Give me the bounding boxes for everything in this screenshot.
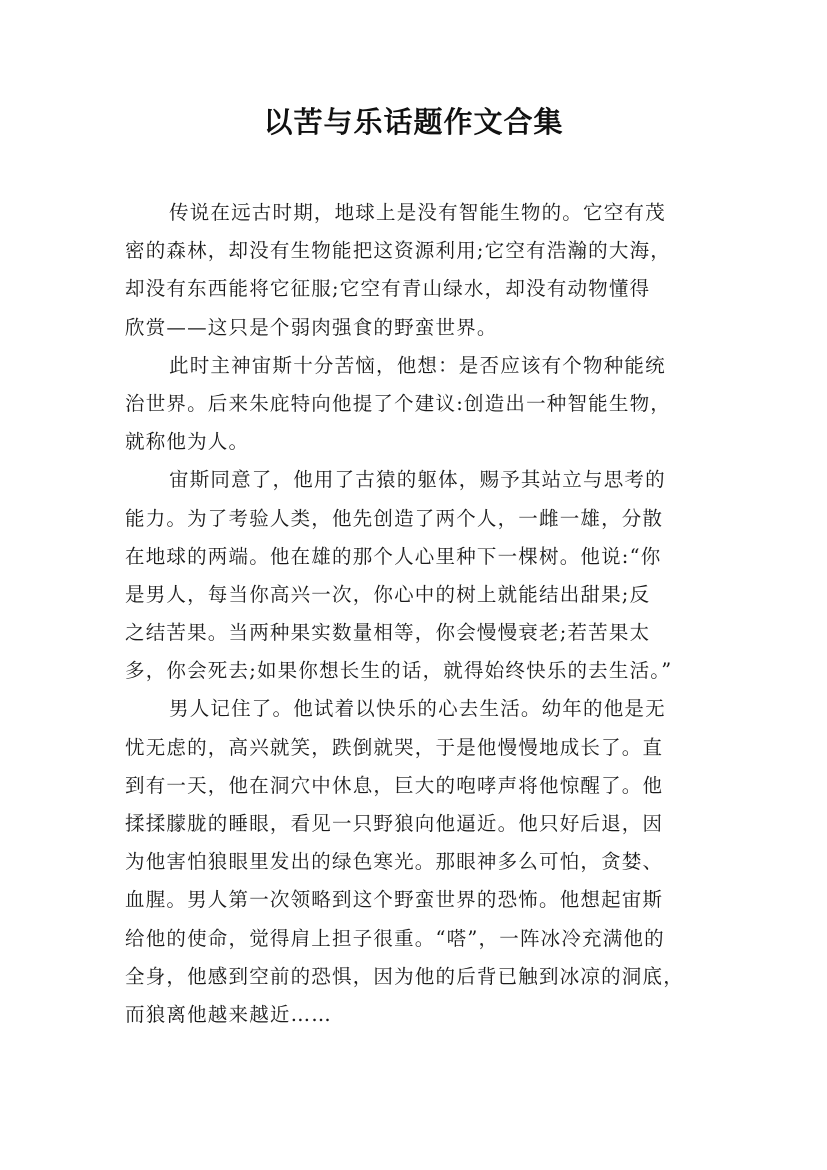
paragraph-line: 全身，他感到空前的恐惧，因为他的后背已触到冰凉的洞底，: [125, 964, 684, 988]
paragraph-line: 治世界。后来朱庇特向他提了个建议:创造出一种智能生物，: [125, 391, 671, 415]
paragraph-line: 就称他为人。: [125, 430, 250, 454]
paragraph-line: 血腥。男人第一次领略到这个野蛮世界的恐怖。他想起宙斯: [125, 888, 664, 912]
paragraph-line: 之结苦果。当两种果实数量相等，你会慢慢衰老;若苦果太: [125, 621, 651, 645]
document-title: 以苦与乐话题作文合集: [263, 105, 564, 139]
paragraph-line: 忧无虑的，高兴就笑，跌倒就哭，于是他慢慢地成长了。直: [125, 735, 664, 759]
document-body: [125, 194, 715, 1034]
paragraph-line: 却没有东西能将它征服;它空有青山绿水，却没有动物懂得: [125, 277, 651, 301]
paragraph-line: 男人记住了。他试着以快乐的心去生活。幼年的他是无: [169, 697, 666, 721]
paragraph-line: 传说在远古时期，地球上是没有智能生物的。它空有茂: [169, 201, 666, 224]
paragraph-line: 密的森林，却没有生物能把这资源利用;它空有浩瀚的大海，: [125, 239, 671, 263]
paragraph-line: 而狼离他越来越近……: [125, 1002, 333, 1026]
paragraph-line: 欣赏——这只是个弱肉强食的野蛮世界。: [125, 315, 498, 339]
paragraph-line: 为他害怕狼眼里发出的绿色寒光。那眼神多么可怕，贪婪、: [125, 850, 664, 874]
paragraph-line: 是男人，每当你高兴一次，你心中的树上就能结出甜果;反: [125, 582, 651, 606]
paragraph-line: 到有一天，他在洞穴中休息，巨大的咆哮声将他惊醒了。他: [125, 773, 664, 797]
paragraph-line: 在地球的两端。他在雄的那个人心里种下一棵树。他说:“你: [125, 544, 662, 568]
paragraph-line: 能力。为了考验人类，他先创造了两个人，一雌一雄，分散: [125, 506, 664, 530]
paragraph-line: 给他的使命，觉得肩上担子很重。“嗒”，一阵冰冷充满他的: [125, 926, 665, 950]
paragraph-line: 揉揉朦胧的睡眼，看见一只野狼向他逼近。他只好后退，因: [125, 812, 664, 835]
paragraph-line: 宙斯同意了，他用了古猿的躯体，赐予其站立与思考的: [169, 468, 666, 492]
paragraph-line: 多，你会死去;如果你想长生的话，就得始终快乐的去生活。”: [125, 659, 673, 683]
paragraph-line: 此时主神宙斯十分苦恼，他想：是否应该有个物种能统: [169, 353, 666, 377]
